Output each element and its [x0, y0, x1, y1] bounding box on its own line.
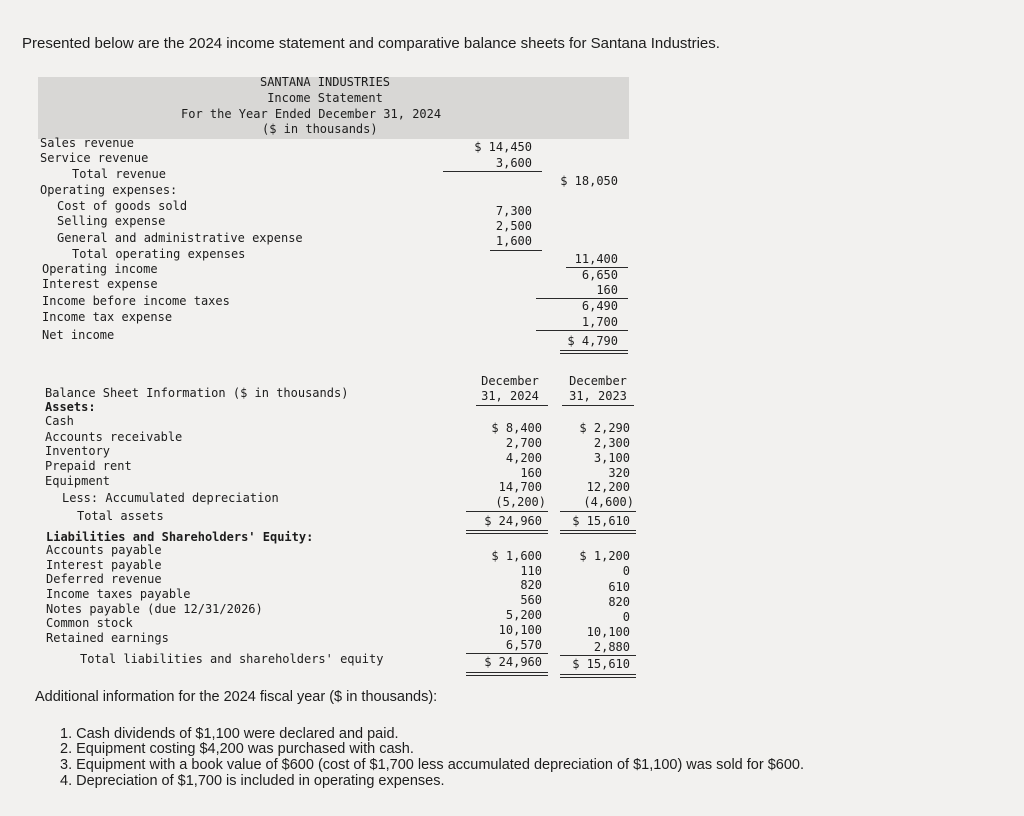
bs-label-notes-payable: Notes payable (due 12/31/2026) [46, 602, 263, 616]
is-value-total-revenue: $ 18,050 [560, 174, 618, 188]
bs-2024-cash: $ 8,400 [491, 421, 542, 435]
bs-2024-interest-payable: 110 [520, 564, 542, 578]
is-rule-tax [536, 330, 628, 331]
bs-label-cash: Cash [45, 414, 74, 428]
bs-label-taxes-payable: Income taxes payable [46, 587, 191, 601]
is-rule-revenue [443, 171, 542, 172]
bs-rule-col-2023 [562, 405, 634, 406]
bs-col-2023-line1: December [569, 374, 627, 388]
bs-title: Balance Sheet Information ($ in thousands) [45, 386, 349, 400]
additional-item-4: 4. Depreciation of $1,700 is included in operating expenses. [60, 773, 445, 789]
is-label-operating-expenses: Operating expenses: [40, 183, 178, 197]
bs-2024-taxes-payable: 560 [520, 593, 542, 607]
is-value-total-opex: 11,400 [574, 252, 618, 266]
bs-2024-ar: 2,700 [505, 436, 542, 450]
bs-assets-heading: Assets: [45, 400, 96, 414]
bs-label-common-stock: Common stock [46, 616, 133, 630]
bs-2023-prepaid: 320 [608, 466, 630, 480]
bs-label-retained-earnings: Retained earnings [46, 631, 169, 645]
is-label-interest-expense: Interest expense [42, 277, 158, 291]
bs-col-2023-line2: 31, 2023 [569, 389, 627, 403]
is-value-income-before-tax: 6,490 [581, 299, 618, 313]
is-label-service-revenue: Service revenue [40, 151, 149, 165]
bs-rule-le-2024 [466, 653, 548, 654]
is-value-gna: 1,600 [495, 234, 532, 248]
statement-units: ($ in thousands) [262, 122, 378, 136]
is-label-income-before-tax: Income before income taxes [42, 294, 230, 308]
bs-col-2024-line1: December [481, 374, 539, 388]
bs-2023-cash: $ 2,290 [579, 421, 630, 435]
bs-2024-accum-dep: (5,200) [495, 495, 546, 509]
statement-title: Income Statement [267, 91, 383, 105]
statement-period: For the Year Ended December 31, 2024 [181, 107, 442, 121]
bs-2023-notes-payable: 0 [622, 610, 630, 624]
bs-rule-assets-2024 [466, 511, 548, 512]
company-name: SANTANA INDUSTRIES [259, 75, 391, 89]
bs-rule-le-2023 [560, 655, 636, 656]
bs-2024-inventory: 4,200 [505, 451, 542, 465]
bs-2023-total-assets: $ 15,610 [572, 514, 630, 528]
bs-2024-total-le: $ 24,960 [484, 655, 542, 669]
bs-2023-retained-earnings: 2,880 [593, 640, 630, 654]
bs-label-total-assets: Total assets [77, 509, 164, 523]
bs-rule-assets-2023 [560, 511, 636, 512]
bs-2023-ar: 2,300 [593, 436, 630, 450]
is-label-net-income: Net income [42, 328, 115, 342]
bs-label-interest-payable: Interest payable [46, 558, 162, 572]
is-value-service-revenue: 3,600 [495, 156, 532, 170]
bs-2024-ap: $ 1,600 [491, 549, 542, 563]
additional-item-2: 2. Equipment costing $4,200 was purchased with cash. [60, 741, 414, 757]
is-label-tax-expense: Income tax expense [42, 310, 173, 324]
additional-item-3: 3. Equipment with a book value of $600 (cost of $1,700 less accumulated depreciation of $1,100) was sold for $600. [60, 757, 804, 773]
is-label-cogs: Cost of goods sold [57, 199, 188, 213]
bs-double-rule-assets-2024 [466, 530, 548, 534]
bs-label-equipment: Equipment [45, 474, 111, 488]
bs-label-inventory: Inventory [45, 444, 111, 458]
bs-col-2024-line2: 31, 2024 [481, 389, 539, 403]
bs-double-rule-assets-2023 [560, 530, 636, 534]
is-double-rule-net-income [560, 350, 628, 354]
bs-2023-interest-payable: 0 [622, 564, 630, 578]
bs-label-prepaid: Prepaid rent [45, 459, 132, 473]
is-value-cogs: 7,300 [495, 204, 532, 218]
bs-2023-accum-dep: (4,600) [583, 495, 634, 509]
bs-2023-equipment: 12,200 [586, 480, 630, 494]
is-label-sales-revenue: Sales revenue [40, 136, 134, 150]
bs-2024-equipment: 14,700 [498, 480, 542, 494]
is-value-interest-expense: 160 [596, 283, 618, 297]
bs-label-ar: Accounts receivable [45, 430, 183, 444]
bs-2024-notes-payable: 5,200 [505, 608, 542, 622]
bs-label-deferred-revenue: Deferred revenue [46, 572, 162, 586]
bs-2024-deferred-revenue: 820 [520, 578, 542, 592]
is-value-net-income: $ 4,790 [567, 334, 618, 348]
bs-2024-retained-earnings: 6,570 [505, 638, 542, 652]
is-label-total-revenue: Total revenue [72, 167, 166, 181]
is-value-tax-expense: 1,700 [581, 315, 618, 329]
bs-2024-total-assets: $ 24,960 [484, 514, 542, 528]
bs-double-rule-le-2023 [560, 674, 636, 678]
is-value-selling: 2,500 [495, 219, 532, 233]
bs-2023-ap: $ 1,200 [579, 549, 630, 563]
intro-text: Presented below are the 2024 income statement and comparative balance sheets for Santana Industries. [22, 35, 720, 52]
additional-item-1: 1. Cash dividends of $1,100 were declared and paid. [60, 726, 399, 742]
bs-2023-common-stock: 10,100 [586, 625, 630, 639]
bs-label-total-le: Total liabilities and shareholders' equity [80, 652, 384, 666]
is-label-operating-income: Operating income [42, 262, 158, 276]
bs-2023-inventory: 3,100 [593, 451, 630, 465]
is-value-operating-income: 6,650 [581, 268, 618, 282]
bs-label-accum-dep: Less: Accumulated depreciation [62, 491, 279, 505]
bs-2023-total-le: $ 15,610 [572, 657, 630, 671]
is-label-total-opex: Total operating expenses [72, 247, 246, 261]
additional-heading: Additional information for the 2024 fiscal year ($ in thousands): [35, 689, 438, 705]
bs-liab-heading: Liabilities and Shareholders' Equity: [46, 530, 314, 544]
is-label-gna: General and administrative expense [57, 231, 303, 245]
is-rule-opex [490, 250, 542, 251]
bs-2024-prepaid: 160 [520, 466, 542, 480]
is-label-selling: Selling expense [57, 214, 166, 228]
bs-2023-deferred-revenue: 610 [608, 580, 630, 594]
bs-double-rule-le-2024 [466, 672, 548, 676]
bs-2023-taxes-payable: 820 [608, 595, 630, 609]
bs-label-ap: Accounts payable [46, 543, 162, 557]
is-value-sales-revenue: $ 14,450 [474, 140, 532, 154]
bs-rule-col-2024 [476, 405, 548, 406]
bs-2024-common-stock: 10,100 [498, 623, 542, 637]
